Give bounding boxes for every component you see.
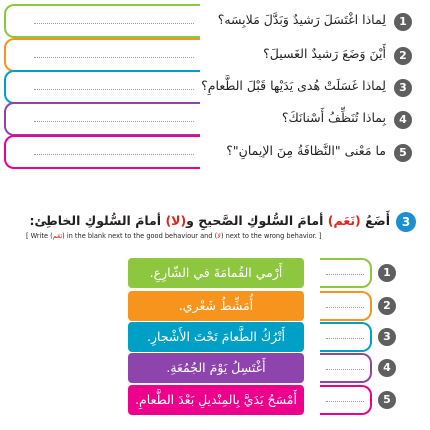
instruction-part: [ Write ( [26,232,53,240]
answer-bracket [4,4,200,38]
answer-blank[interactable] [34,121,194,122]
question-text: بِماذا تُنَظِّفُ أَسْنانَكَ؟ [281,110,386,125]
behavior-box: أَتْرُكُ الطَّعامَ تَحْتَ الأَشْجارِ. [128,322,304,352]
answer-blank[interactable] [34,89,194,90]
answer-blank[interactable] [326,401,364,402]
title-yes: (نَعَم) [327,213,361,228]
behavior-box: أُمَشِّطُ شَعْري. [128,291,304,321]
section-badge: 3 [396,212,416,232]
question-text: ما مَعْنى "النَّظافَةُ مِنَ الإيمانِ"؟ [226,143,386,158]
question-number: 5 [394,144,412,162]
question-row-4 [0,102,430,138]
answer-bracket [320,322,372,352]
behavior-row-3 [0,322,430,354]
section-instruction [26,232,322,240]
instruction-yes: نَعَم [52,232,63,240]
answer-blank[interactable] [34,154,194,155]
instruction-part: ) in the blank next to the good behaviour and ( [62,232,218,240]
answer-bracket [4,102,200,136]
behavior-row-2 [0,291,430,323]
answer-bracket [320,258,372,288]
behavior-row-4 [0,353,430,385]
behavior-box: أَمْسَحُ يَدَيَّ بِالمِنْديلِ بَعْدَ الطَّعامِ. [128,385,304,415]
answer-blank[interactable] [326,338,364,339]
answer-bracket [4,70,200,104]
answer-blank[interactable] [34,23,194,24]
title-part: أمامَ السُّلوكِ الخاطِئ: [29,213,162,228]
question-number: 3 [394,79,412,97]
behavior-number: 5 [378,391,396,409]
answer-blank[interactable] [326,307,364,308]
behavior-number: 1 [378,264,396,282]
question-text: لِماذا اغْتَسَلَ رَشيدٌ وَبَدَّلَ مَلابِسَه؟ [217,12,386,27]
behavior-number: 4 [378,359,396,377]
question-text: لِماذا غَسَلَتْ هُدى يَدَيْها قَبْلَ الطَّعامِ؟ [201,78,386,93]
answer-bracket [320,385,372,415]
section-title [29,213,390,228]
instruction-part: ) next to the wrong behavior. ] [220,232,322,240]
question-text: أَيْنَ وَضَعَ رَشيدٌ الغَسيلَ؟ [263,46,386,61]
answer-blank[interactable] [326,369,364,370]
section-header [0,210,430,250]
question-number: 2 [394,47,412,65]
question-row-3 [0,70,430,106]
title-part: أَضَعُ [365,213,390,228]
behavior-row-1 [0,258,430,290]
behavior-number: 2 [378,297,396,315]
answer-blank[interactable] [34,57,194,58]
answer-bracket [4,38,200,72]
answer-blank[interactable] [326,274,364,275]
question-row-2 [0,38,430,74]
title-no: (لا) [165,213,187,228]
title-part: أمامَ السُّلوكِ الصَّحيحِ و [186,213,324,228]
question-number: 1 [394,13,412,31]
question-number: 4 [394,111,412,129]
behavior-box: أَرْمي القُمامَةَ في الشّارِعِ. [128,258,304,288]
answer-bracket [320,353,372,383]
behavior-box: أَغْتَسِلُ يَوْمَ الجُمُعَةِ. [128,353,304,383]
behavior-row-5 [0,385,430,417]
behavior-number: 3 [378,328,396,346]
instruction-no: لا [217,232,221,240]
answer-bracket [4,135,200,169]
answer-bracket [320,291,372,321]
question-row-1 [0,4,430,40]
question-row-5 [0,135,430,171]
